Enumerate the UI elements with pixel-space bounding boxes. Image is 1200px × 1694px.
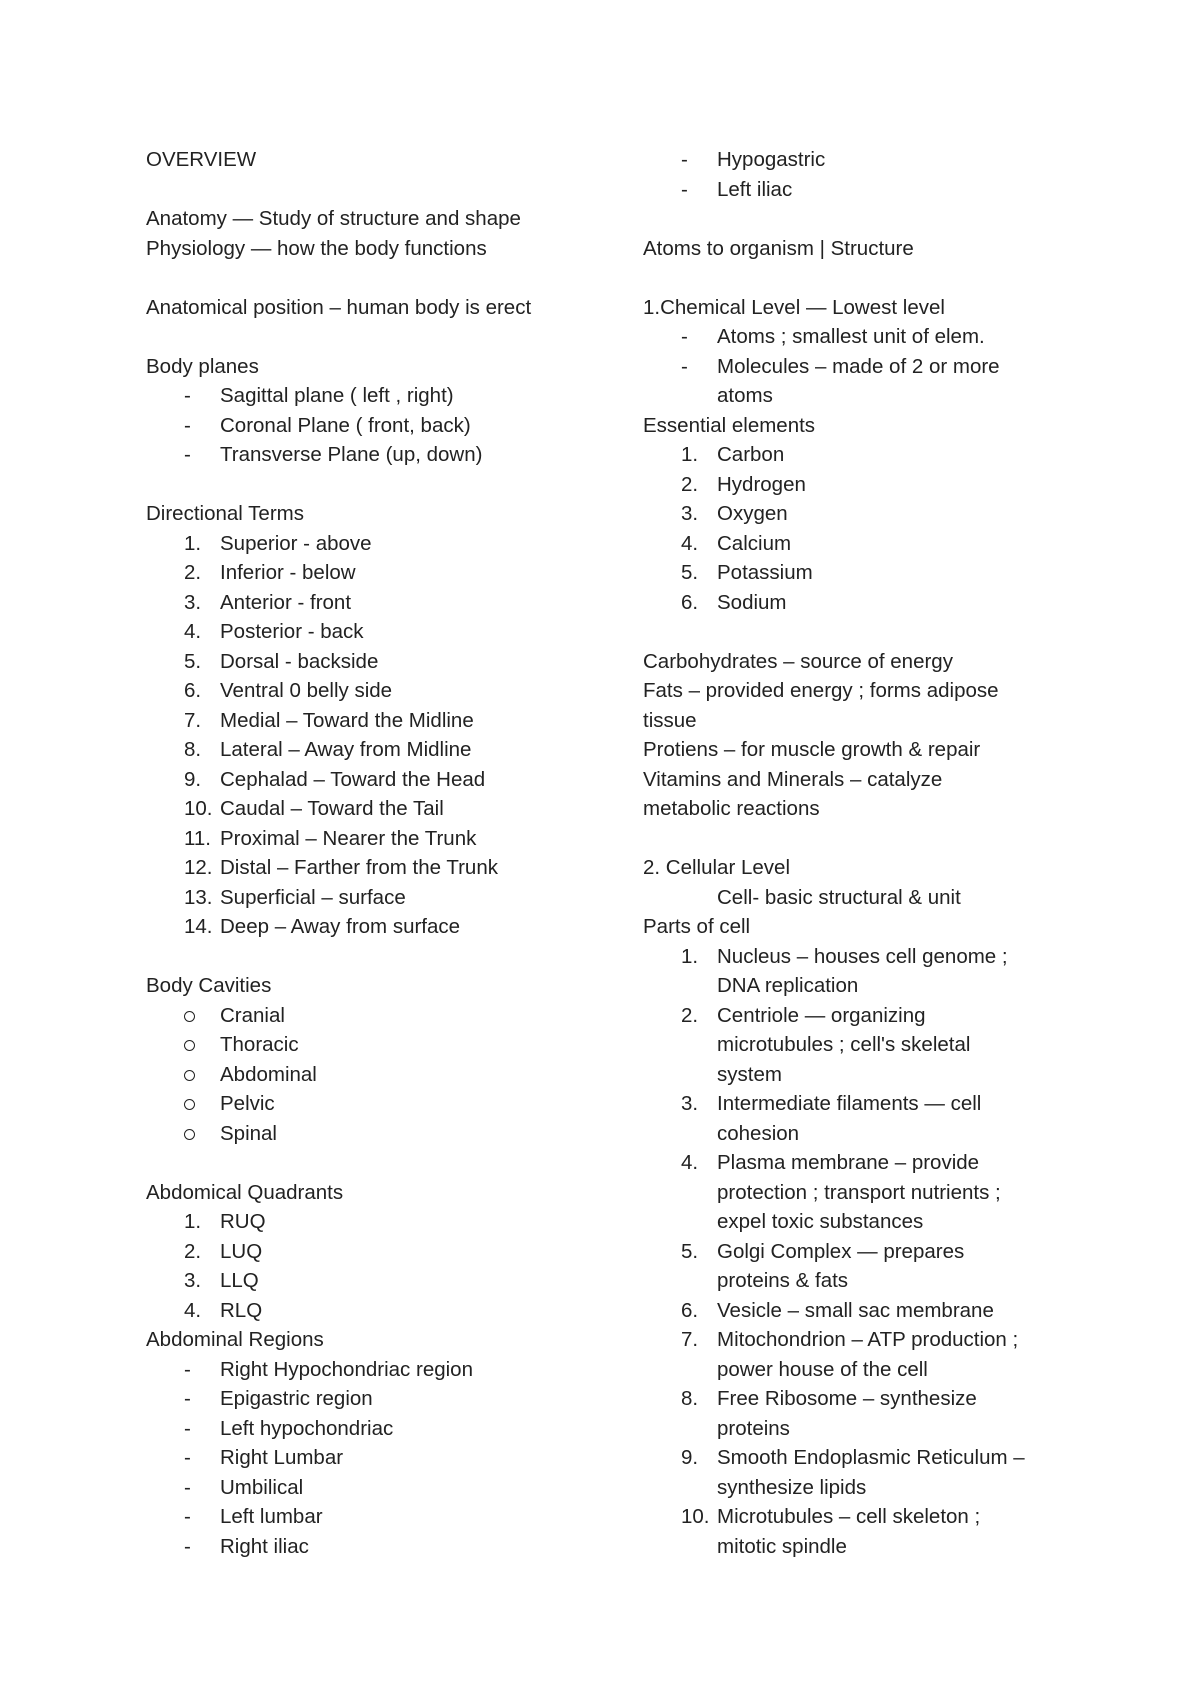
list-item (146, 1030, 616, 1060)
list-item-text: Distal – Farther from the Trunk (220, 856, 498, 879)
list-number: 14. (184, 915, 213, 938)
dash-bullet: - (184, 443, 191, 466)
list-item (643, 942, 1083, 972)
list-item (146, 1443, 616, 1473)
list-item (146, 1001, 616, 1031)
list-item-text: Deep – Away from surface (220, 915, 461, 938)
text-line-anatomical-position-human-body-is-erect: Anatomical position – human body is erect (146, 295, 532, 319)
list-number: 6. (681, 1298, 699, 1322)
list-item-text: LLQ (220, 1269, 259, 1292)
list-number: 6. (681, 590, 699, 614)
list-item-text: Nucleus – houses cell genome ; (717, 944, 1008, 968)
list-number: 11. (184, 826, 211, 850)
list-item-text: Hypogastric (717, 148, 826, 171)
list-item-continuation: power house of the cell (717, 1357, 928, 1381)
text-line-parts-of-cell: Parts of cell (643, 915, 751, 938)
list-number: 4. (681, 1151, 699, 1174)
list-item (643, 1443, 1083, 1473)
text-line-directional-terms: Directional Terms (146, 502, 304, 525)
list-item-text: Right Hypochondriac region (220, 1357, 473, 1381)
list-item (146, 912, 616, 942)
list-item-text: Microtubules – cell skeleton ; (717, 1505, 981, 1528)
list-item (146, 1296, 616, 1326)
list-item (146, 1384, 616, 1414)
list-item (146, 706, 616, 736)
list-number: 2. (184, 561, 202, 584)
list-item (146, 1355, 616, 1385)
list-item-text: Superior - above (220, 531, 372, 555)
list-number: 1. (184, 1210, 202, 1233)
list-item-text: RUQ (220, 1210, 266, 1233)
text-line-overview: OVERVIEW (146, 148, 257, 171)
list-item (643, 1384, 1083, 1414)
list-item (146, 647, 616, 677)
text-line-protiens-for-muscle-growth-repair: Protiens – for muscle growth & repair (643, 738, 981, 761)
list-number: 6. (184, 679, 202, 702)
text-line-cell-basic-structural-unit: Cell- basic structural & unit (717, 885, 961, 909)
list-item (643, 470, 1083, 500)
list-number: 5. (681, 1239, 699, 1263)
list-item-text: Coronal Plane ( front, back) (220, 413, 471, 437)
list-number: 3. (681, 1092, 699, 1115)
list-number: 5. (184, 649, 202, 673)
list-item-continuation: mitotic spindle (717, 1534, 847, 1558)
list-item (146, 1089, 616, 1119)
text-line-abdominal-regions: Abdominal Regions (146, 1328, 324, 1351)
list-item-text: Proximal – Nearer the Trunk (220, 826, 477, 850)
text-line-fats-provided-energy-forms-adipose: Fats – provided energy ; forms adipose (643, 679, 999, 702)
dash-bullet: - (184, 384, 191, 407)
list-number: 1. (681, 944, 699, 968)
list-number: 7. (681, 1328, 699, 1351)
text-line-essential-elements: Essential elements (643, 413, 816, 437)
list-item (146, 1207, 616, 1237)
list-item-text: Caudal – Toward the Tail (220, 797, 444, 820)
list-item-text: Cranial (220, 1003, 285, 1027)
list-item-text: Superficial – surface (220, 885, 406, 909)
dash-bullet: - (184, 1475, 191, 1499)
list-number: 7. (184, 708, 202, 732)
list-item (146, 381, 616, 411)
list-item (146, 1414, 616, 1444)
text-line-2-cellular-level: 2. Cellular Level (643, 856, 790, 879)
blank-line (146, 1148, 616, 1178)
list-item-continuation: cohesion (717, 1121, 800, 1145)
list-item-text: Transverse Plane (up, down) (220, 443, 483, 466)
hollow-bullet-icon (184, 1129, 195, 1140)
list-number: 10. (184, 797, 213, 820)
dash-bullet: - (184, 1446, 191, 1469)
list-number: 10. (681, 1505, 710, 1528)
list-item-text: Inferior - below (220, 561, 356, 584)
dash-bullet: - (184, 1387, 191, 1410)
list-number: 2. (681, 1003, 699, 1027)
list-number: 1. (681, 443, 699, 466)
list-item-text: RLQ (220, 1298, 263, 1322)
list-number: 9. (184, 767, 202, 791)
dash-bullet: - (681, 325, 688, 348)
list-item-text: Carbon (717, 443, 785, 466)
list-item (146, 794, 616, 824)
list-number: 3. (184, 1269, 202, 1292)
list-item-text: Umbilical (220, 1475, 304, 1499)
list-item-text: Dorsal - backside (220, 649, 379, 673)
text-line-tissue: tissue (643, 708, 697, 732)
list-item-text: Mitochondrion – ATP production ; (717, 1328, 1019, 1351)
list-item-text: Left iliac (717, 177, 793, 201)
right-column (643, 145, 1083, 1561)
list-item-continuation: proteins & fats (717, 1269, 849, 1292)
list-item-text: Oxygen (717, 502, 788, 525)
list-number: 12. (184, 856, 213, 879)
list-number: 1. (184, 531, 202, 555)
list-item (146, 765, 616, 795)
list-number: 9. (681, 1446, 699, 1469)
list-item (643, 352, 1083, 382)
list-item-continuation: system (717, 1062, 782, 1086)
list-item (643, 1325, 1083, 1355)
text-line-1-chemical-level-lowest-level: 1.Chemical Level — Lowest level (643, 295, 945, 319)
list-item (643, 1001, 1083, 1031)
list-item (146, 676, 616, 706)
list-item-text: Anterior - front (220, 590, 352, 614)
list-item-text: Free Ribosome – synthesize (717, 1387, 977, 1410)
list-item-text: Smooth Endoplasmic Reticulum – (717, 1446, 1025, 1469)
list-item (146, 588, 616, 618)
hollow-bullet-icon (184, 1099, 195, 1110)
hollow-bullet-icon (184, 1040, 195, 1051)
dash-bullet: - (681, 148, 688, 171)
list-item-text: Cephalad – Toward the Head (220, 767, 486, 791)
list-item (643, 440, 1083, 470)
list-item (146, 440, 616, 470)
text-line-anatomy-study-of-structure-and-shape: Anatomy — Study of structure and shape (146, 207, 521, 230)
list-item-text: Left hypochondriac (220, 1416, 394, 1440)
dash-bullet: - (184, 1534, 191, 1558)
list-item-text: Sagittal plane ( left , right) (220, 384, 454, 407)
blank-line (146, 322, 616, 352)
list-item-text: Sodium (717, 590, 787, 614)
blank-line (146, 470, 616, 500)
list-item (146, 1119, 616, 1149)
text-line-abdomical-quadrants: Abdomical Quadrants (146, 1180, 344, 1204)
list-item-text: Intermediate filaments — cell (717, 1092, 982, 1115)
dash-bullet: - (184, 1505, 191, 1528)
list-number: 2. (681, 472, 699, 496)
list-number: 8. (184, 738, 202, 761)
list-item (643, 1237, 1083, 1267)
list-number: 5. (681, 561, 699, 584)
list-item (146, 1266, 616, 1296)
blank-line (146, 263, 616, 293)
blank-line (146, 942, 616, 972)
dash-bullet: - (184, 1416, 191, 1440)
list-number: 4. (184, 1298, 202, 1322)
list-item-text: Thoracic (220, 1033, 299, 1056)
list-item-text: Potassium (717, 561, 813, 584)
list-item (146, 529, 616, 559)
list-item (643, 1296, 1083, 1326)
list-item (643, 322, 1083, 352)
list-item-continuation: atoms (717, 384, 773, 407)
list-number: 2. (184, 1239, 202, 1263)
list-item-text: Vesicle – small sac membrane (717, 1298, 994, 1322)
list-number: 13. (184, 885, 213, 909)
list-item (146, 558, 616, 588)
list-number: 8. (681, 1387, 699, 1410)
list-item-text: Lateral – Away from Midline (220, 738, 472, 761)
list-item-text: Calcium (717, 531, 792, 555)
list-item (146, 1060, 616, 1090)
dash-bullet: - (184, 1357, 191, 1381)
blank-line (643, 204, 1083, 234)
list-item (146, 1532, 616, 1562)
list-item-text: Left lumbar (220, 1505, 323, 1528)
list-item (146, 824, 616, 854)
list-item (643, 1148, 1083, 1178)
list-item-text: Medial – Toward the Midline (220, 708, 474, 732)
list-number: 3. (681, 502, 699, 525)
text-line-vitamins-and-minerals-catalyze: Vitamins and Minerals – catalyze (643, 767, 943, 791)
list-item (146, 883, 616, 913)
hollow-bullet-icon (184, 1011, 195, 1022)
list-item (146, 1473, 616, 1503)
list-item (146, 411, 616, 441)
list-item (643, 1502, 1083, 1532)
list-item-text: Atoms ; smallest unit of elem. (717, 325, 985, 348)
list-item-continuation: microtubules ; cell's skeletal (717, 1033, 971, 1056)
list-item-text: Spinal (220, 1121, 277, 1145)
list-item (146, 853, 616, 883)
list-item-text: LUQ (220, 1239, 263, 1263)
list-number: 3. (184, 590, 202, 614)
list-number: 4. (184, 620, 202, 643)
list-item (643, 175, 1083, 205)
list-item (643, 588, 1083, 618)
text-line-atoms-to-organism-structure: Atoms to organism | Structure (643, 236, 914, 260)
dash-bullet: - (681, 177, 688, 201)
blank-line (643, 617, 1083, 647)
list-item (146, 1237, 616, 1267)
list-item (146, 1502, 616, 1532)
list-item-continuation: synthesize lipids (717, 1475, 867, 1499)
text-line-physiology-how-the-body-functions: Physiology — how the body functions (146, 236, 487, 260)
list-item-text: Right iliac (220, 1534, 309, 1558)
list-item-continuation: proteins (717, 1416, 790, 1440)
list-item-text: Pelvic (220, 1092, 275, 1115)
left-column (146, 145, 616, 1561)
list-item-continuation: protection ; transport nutrients ; (717, 1180, 1001, 1204)
list-item-text: Centriole — organizing (717, 1003, 926, 1027)
list-item-text: Hydrogen (717, 472, 806, 496)
dash-bullet: - (681, 354, 688, 378)
list-item-text: Epigastric region (220, 1387, 373, 1410)
list-item-text: Molecules – made of 2 or more (717, 354, 1000, 378)
blank-line (643, 263, 1083, 293)
text-line-metabolic-reactions: metabolic reactions (643, 797, 820, 820)
text-line-body-planes: Body planes (146, 354, 259, 378)
hollow-bullet-icon (184, 1070, 195, 1081)
list-item (643, 529, 1083, 559)
text-line-carbohydrates-source-of-energy: Carbohydrates – source of energy (643, 649, 953, 673)
list-item (146, 735, 616, 765)
list-item (146, 617, 616, 647)
list-item-continuation: expel toxic substances (717, 1210, 924, 1233)
dash-bullet: - (184, 413, 191, 437)
list-item (643, 499, 1083, 529)
list-item-text: Abdominal (220, 1062, 317, 1086)
list-item (643, 1089, 1083, 1119)
blank-line (643, 824, 1083, 854)
list-item-text: Ventral 0 belly side (220, 679, 393, 702)
list-item-text: Golgi Complex — prepares (717, 1239, 965, 1263)
list-item-text: Plasma membrane – provide (717, 1151, 980, 1174)
list-number: 4. (681, 531, 699, 555)
list-item (643, 558, 1083, 588)
text-line-body-cavities: Body Cavities (146, 974, 272, 997)
list-item (643, 145, 1083, 175)
list-item-continuation: DNA replication (717, 974, 859, 997)
blank-line (146, 175, 616, 205)
list-item-text: Right Lumbar (220, 1446, 344, 1469)
list-item-text: Posterior - back (220, 620, 364, 643)
